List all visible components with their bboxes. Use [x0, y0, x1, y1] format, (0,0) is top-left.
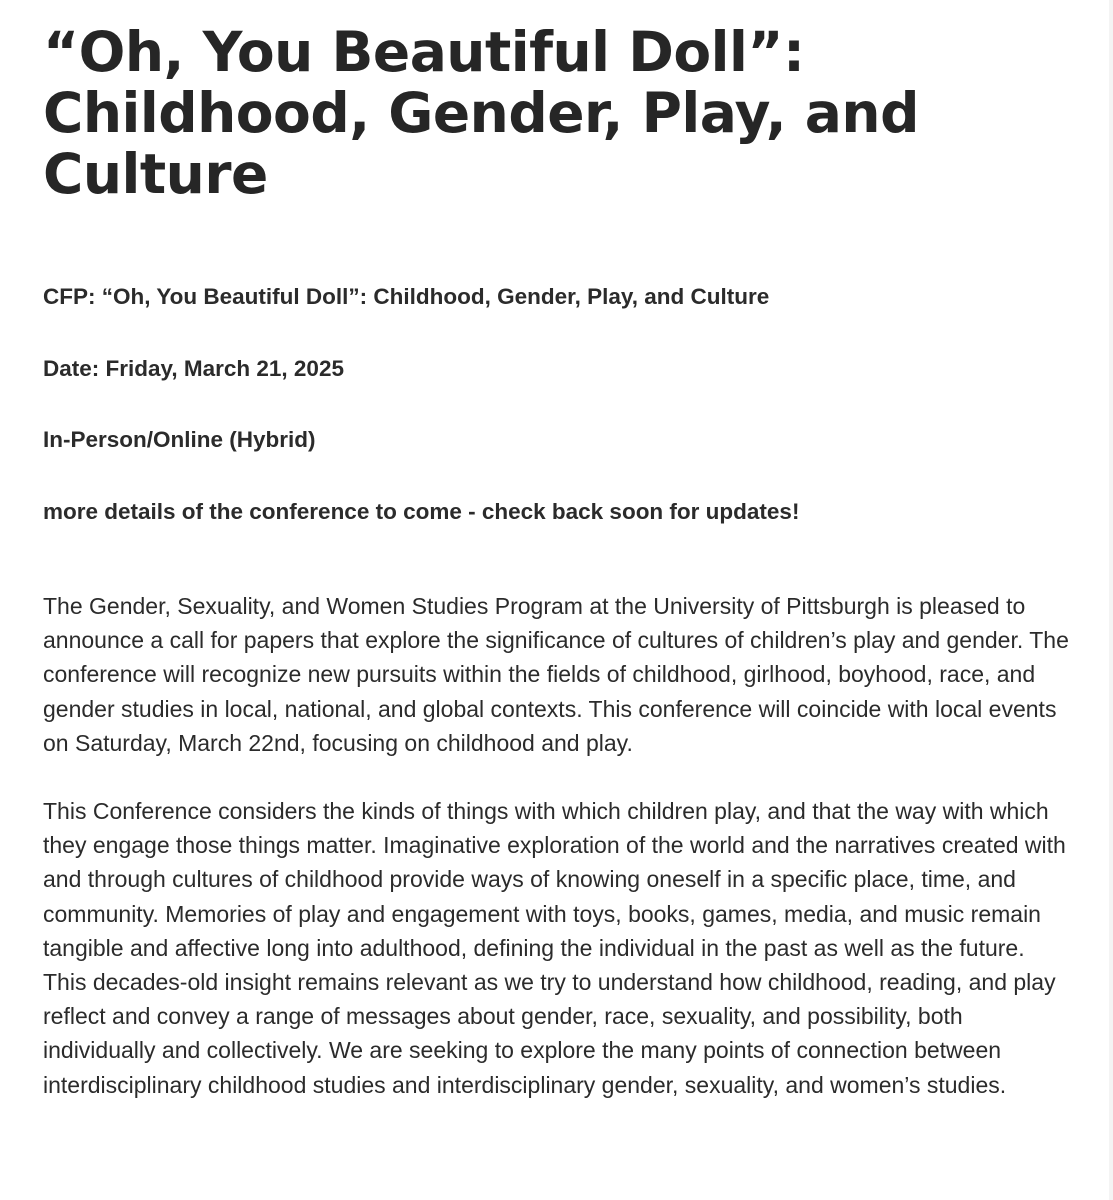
update-notice: more details of the conference to come - check back soon for updates! [43, 498, 800, 524]
event-format: In-Person/Online (Hybrid) [43, 427, 316, 452]
page-title: “Oh, You Beautiful Doll”: Childhood, Gender, Play, and Culture [43, 20, 919, 206]
article-body [43, 589, 1073, 1136]
event-date: Date: Friday, March 21, 2025 [43, 355, 344, 381]
cfp-heading: CFP: “Oh, You Beautiful Doll”: Childhood, Gender, Play, and Culture [43, 284, 770, 309]
body-paragraph: This Conference considers the kinds of things with which children play, and that the way with which they engage those things matter. Imaginative exploration of the world and the narratives created with and through cultures of childhood provide ways of knowing oneself in a specific place, time, and community. Memories of play and engagement with toys, books, games, media, and music remain tangible and affective long into adulthood, defining the individual in the past as well as the future. This decades-old insight remains relevant as we try to understand how childhood, reading, and play reflect and convey a range of messages about gender, race, sexuality, and possibility, both individually and collectively. We are seeking to explore the many points of connection between interdisciplinary childhood studies and interdisciplinary gender, sexuality, and women’s studies. [43, 798, 1066, 1098]
page-scrollbar[interactable] [1109, 0, 1113, 1200]
article-content [43, 20, 1073, 1098]
conference-details [43, 282, 799, 568]
body-paragraph: The Gender, Sexuality, and Women Studies Program at the University of Pittsburgh is pleased to announce a call for papers that explore the significance of cultures of children’s play and gender. The conference will recognize new pursuits within the fields of childhood, girlhood, boyhood, race, and gender studies in local, national, and global contexts. This conference will coincide with local events on Saturday, March 22nd, focusing on childhood and play. [43, 593, 1069, 756]
